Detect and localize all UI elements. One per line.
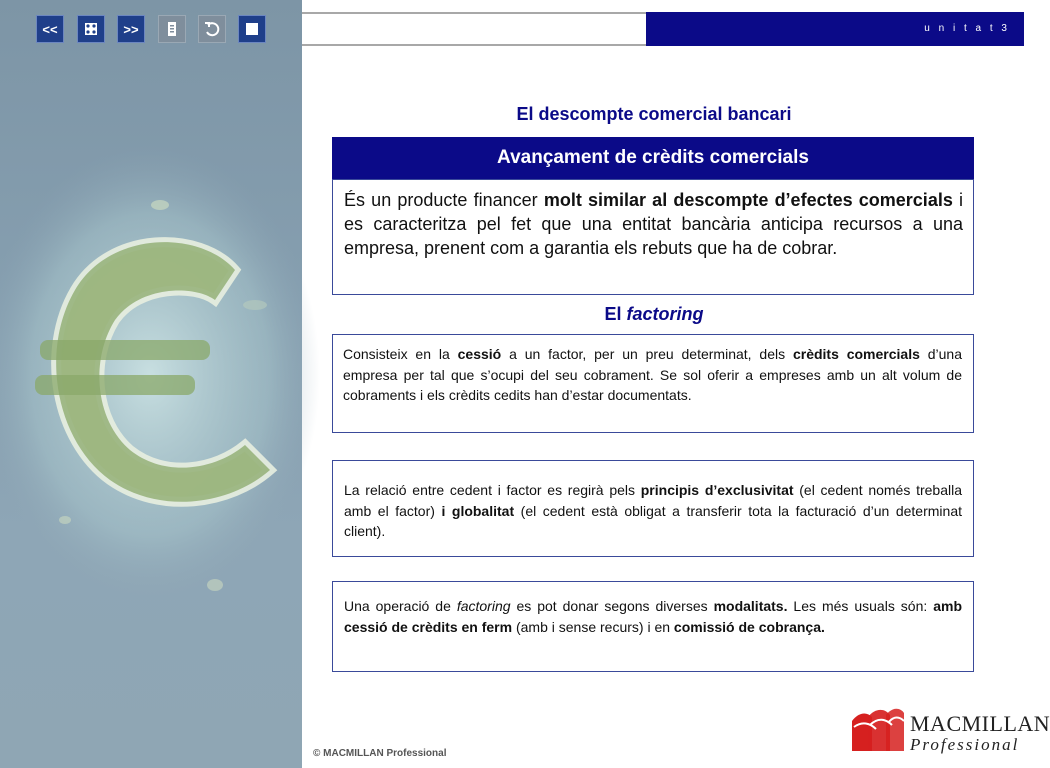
box2-text: crèdits comercials	[792, 346, 920, 362]
header-bar-unit	[646, 12, 1024, 46]
background-panel	[0, 0, 302, 768]
box4-text: Les més usuals són:	[787, 598, 934, 614]
section-subtitle	[334, 304, 974, 325]
box1-text: És un producte financer	[344, 190, 544, 210]
header-bar	[302, 12, 1024, 46]
undo-button[interactable]	[198, 15, 226, 43]
copyright-text: © MACMILLAN Professional	[313, 748, 447, 759]
page-title: El descompte comercial bancari	[516, 104, 792, 124]
box4-text: modalitats.	[713, 598, 788, 614]
box2-text: cessió	[457, 346, 502, 362]
factoring-definition-box	[332, 334, 974, 433]
macmillan-logo-mark	[850, 707, 906, 753]
box1-header: Avançament de crèdits comercials	[332, 137, 974, 179]
box2-text: Consisteix en la	[343, 346, 458, 362]
factoring-principles-box	[332, 460, 974, 557]
box3-text: principis d’exclusivitat	[640, 482, 794, 498]
box4-text: Una operació de	[344, 598, 457, 614]
sections-button[interactable]	[77, 15, 105, 43]
undo-icon	[203, 20, 221, 38]
box3-text: La relació entre cedent i factor es regirà pels	[344, 482, 641, 498]
sections-icon	[83, 21, 99, 37]
stop-icon	[246, 23, 258, 35]
box1-body	[332, 179, 974, 295]
box2-text: d’una empresa per tal que s’ocupi del seu cobrament. Se sol oferir a empreses amb un alt volum de cobraments i els crèdits cedits han d’estar documentats.	[343, 346, 963, 403]
macmillan-logo	[850, 707, 1050, 755]
prev-button[interactable]	[36, 15, 64, 43]
logo-text-top: MACMILLAN	[910, 711, 1050, 736]
stop-button[interactable]	[238, 15, 266, 43]
box2-text: a un factor, per un preu determinat, dels	[501, 346, 793, 362]
box1-text: molt similar al descompte d’efectes comercials	[543, 190, 953, 210]
unit-label: u n i t a t 3	[924, 23, 1010, 34]
factoring-modalities-box	[332, 581, 974, 672]
menu-icon	[165, 21, 179, 37]
subtitle-italic: factoring	[626, 304, 704, 324]
box4-text: (amb i sense recurs) i en	[512, 618, 674, 635]
subtitle-prefix: El	[604, 304, 627, 324]
box3-text: i globalitat	[441, 502, 515, 519]
next-button[interactable]	[117, 15, 145, 43]
menu-button[interactable]	[158, 15, 186, 43]
euro-island-image	[0, 0, 302, 768]
box4-text: factoring	[456, 598, 511, 614]
box4-text: comissió de cobrança.	[673, 618, 825, 635]
box1-text: i es caracteritza pel fet que una entitat bancària anticipa recursos a una empresa, prenent com a garantia els rebuts que ha de cobrar.	[344, 190, 964, 258]
logo-text-bottom: Professional	[910, 735, 1020, 754]
prev-icon: <<	[42, 21, 58, 37]
box3-text: (el cedent només treballa amb el factor)	[344, 482, 962, 519]
box4-text: amb cessió de crèdits en ferm	[344, 598, 962, 635]
box4-text: es pot donar segons diverses	[510, 598, 714, 614]
header-bar-blank	[302, 12, 646, 46]
box3-text: (el cedent està obligat a transferir tota la facturació d’un determinat client).	[344, 502, 962, 539]
next-icon: >>	[123, 21, 139, 37]
